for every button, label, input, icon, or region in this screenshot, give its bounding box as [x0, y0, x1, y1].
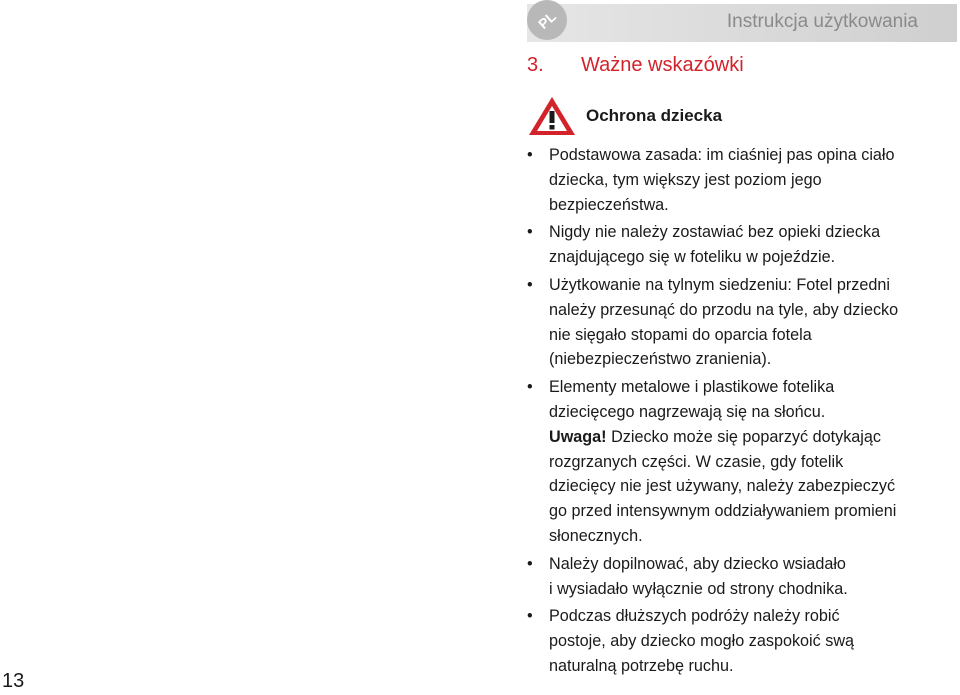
- list-item-line: [549, 425, 957, 450]
- list-item-line: Podczas dłuższych podróży należy robić: [549, 607, 840, 626]
- bullet-dot: •: [527, 607, 533, 626]
- bullet-dot: •: [527, 146, 533, 164]
- bullet-dot: •: [527, 275, 533, 294]
- list-item-line: dziecka, tym większy jest poziom jego: [549, 170, 822, 189]
- list-item-line: postoje, aby dziecko mogło zaspokoić swą: [549, 632, 855, 651]
- list-item-text: Dziecko może się poparzyć dotykając: [606, 427, 881, 446]
- page-number: 13: [2, 670, 25, 692]
- warning-heading: [527, 95, 722, 137]
- list-item: [527, 273, 957, 372]
- section-number: 3.: [527, 54, 544, 76]
- list-item-line: (niebezpieczeństwo zranienia).: [549, 350, 772, 369]
- list-item: [527, 220, 957, 270]
- section-title: [527, 54, 744, 77]
- list-item-line: i wysiadało wyłącznie od strony chodnika.: [549, 579, 848, 598]
- list-item: [527, 375, 957, 549]
- list-item-line: bezpieczeństwa.: [549, 195, 669, 214]
- list-item-line: Podstawowa zasada: im ciaśniej pas opina ciało: [549, 146, 895, 164]
- list-item-line: Elementy metalowe i plastikowe fotelika: [549, 378, 835, 397]
- list-item-line: rozgrzanych części. W czasie, gdy fotelik: [549, 452, 844, 471]
- list-item: [527, 552, 957, 602]
- list-item-line: słonecznych.: [549, 526, 643, 545]
- list-item-line: naturalną potrzebę ruchu.: [549, 656, 734, 675]
- list-item-line: należy przesunąć do przodu na tyle, aby dziecko: [549, 300, 899, 319]
- list-item-line: znajdującego się w foteliku w pojeździe.: [549, 248, 836, 267]
- list-item-line: Użytkowanie na tylnym siedzeniu: Fotel przedni: [549, 275, 890, 294]
- list-item: [527, 604, 957, 678]
- language-badge-label: PL: [534, 8, 559, 32]
- bullet-dot: •: [527, 378, 533, 397]
- bullet-dot: •: [527, 554, 533, 573]
- section-title-text: Ważne wskazówki: [581, 54, 744, 76]
- list-item-line: dziecięcy nie jest używany, należy zabezpieczyć: [549, 477, 896, 496]
- list-item: [527, 143, 957, 217]
- header-title: Instrukcja użytkowania: [726, 11, 918, 32]
- bullet-list: [527, 143, 957, 682]
- list-item-line: Należy dopilnować, aby dziecko wsiadało: [549, 554, 846, 573]
- warning-label: Ochrona dziecka: [586, 106, 723, 125]
- list-item-line: nie sięgało stopami do oparcia fotela: [549, 325, 812, 344]
- list-item-line: go przed intensywnym oddziaływaniem promieni: [549, 502, 897, 521]
- list-item-line: Nigdy nie należy zostawiać bez opieki dziecka: [549, 223, 881, 242]
- bullet-dot: •: [527, 223, 533, 242]
- language-badge: [527, 0, 567, 40]
- warning-triangle-icon: [527, 95, 577, 137]
- warning-word: Uwaga!: [549, 427, 607, 446]
- list-item-line: dziecięcego nagrzewają się na słońcu.: [549, 402, 826, 421]
